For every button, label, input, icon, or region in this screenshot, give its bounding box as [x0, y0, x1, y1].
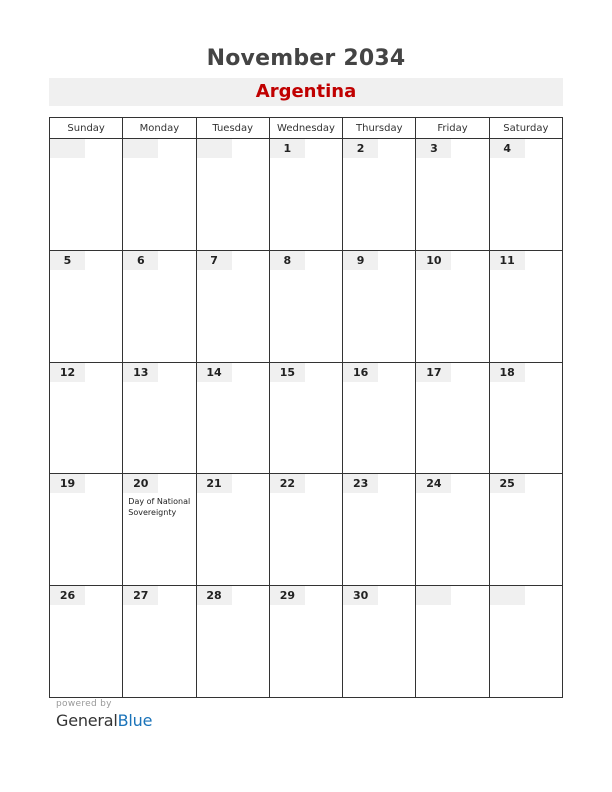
day-cell-2	[343, 139, 416, 251]
day-number: 26	[50, 586, 85, 605]
day-cell-5	[50, 250, 123, 362]
day-cell-23	[343, 474, 416, 586]
day-number: 4	[490, 139, 525, 158]
day-cell-3	[416, 139, 489, 251]
day-number: 13	[123, 363, 158, 382]
day-number: 28	[197, 586, 232, 605]
day-cell-11	[489, 250, 562, 362]
day-cell-27	[123, 586, 196, 698]
day-number: 24	[416, 474, 451, 493]
day-number: 10	[416, 251, 451, 270]
day-number: 11	[490, 251, 525, 270]
day-cell-15	[269, 362, 342, 474]
weekday-header: Tuesday	[196, 118, 269, 139]
day-cell-8	[269, 250, 342, 362]
day-cell-29	[269, 586, 342, 698]
day-number: 21	[197, 474, 232, 493]
day-cell-24	[416, 474, 489, 586]
day-number: 25	[490, 474, 525, 493]
powered-by-label: powered by	[56, 699, 112, 709]
week-row	[50, 586, 563, 698]
country-banner	[49, 78, 563, 106]
day-number: 23	[343, 474, 378, 493]
day-number: 5	[50, 251, 85, 270]
day-cell-1	[269, 139, 342, 251]
calendar-body	[50, 139, 563, 698]
brand-general-text: General	[56, 711, 118, 730]
day-number: 2	[343, 139, 378, 158]
day-cell-21	[196, 474, 269, 586]
empty-day-number	[416, 586, 451, 605]
brand-blue-text: Blue	[117, 711, 153, 730]
day-cell-9	[343, 250, 416, 362]
day-number: 30	[343, 586, 378, 605]
day-number: 7	[197, 251, 232, 270]
day-cell-4	[489, 139, 562, 251]
day-number: 3	[416, 139, 451, 158]
empty-day-cell	[50, 139, 123, 251]
weekday-header-row	[50, 118, 563, 139]
day-number: 1	[270, 139, 305, 158]
day-number: 15	[270, 363, 305, 382]
day-cell-16	[343, 362, 416, 474]
day-cell-17	[416, 362, 489, 474]
month-calendar	[49, 117, 563, 698]
empty-day-number	[197, 139, 232, 158]
day-number: 18	[490, 363, 525, 382]
empty-day-number	[490, 586, 525, 605]
day-number: 27	[123, 586, 158, 605]
day-number: 17	[416, 363, 451, 382]
day-cell-20	[123, 474, 196, 586]
weekday-header: Thursday	[343, 118, 416, 139]
week-row	[50, 362, 563, 474]
day-cell-14	[196, 362, 269, 474]
week-row	[50, 474, 563, 586]
weekday-header: Monday	[123, 118, 196, 139]
day-number: 20	[123, 474, 158, 493]
weekday-header: Wednesday	[269, 118, 342, 139]
day-number: 6	[123, 251, 158, 270]
footer-branding	[56, 699, 152, 730]
day-number: 16	[343, 363, 378, 382]
empty-day-cell	[489, 586, 562, 698]
day-number: 12	[50, 363, 85, 382]
day-cell-6	[123, 250, 196, 362]
country-name: Argentina	[255, 81, 357, 102]
day-cell-28	[196, 586, 269, 698]
weekday-header: Friday	[416, 118, 489, 139]
week-row	[50, 139, 563, 251]
week-row	[50, 250, 563, 362]
day-number: 9	[343, 251, 378, 270]
day-cell-22	[269, 474, 342, 586]
empty-day-cell	[196, 139, 269, 251]
weekday-header: Sunday	[50, 118, 123, 139]
generalblue-logo	[56, 712, 152, 730]
day-number: 14	[197, 363, 232, 382]
day-number: 19	[50, 474, 85, 493]
empty-day-number	[123, 139, 158, 158]
holiday-label: Day of National Sovereignty	[128, 497, 191, 518]
day-cell-19	[50, 474, 123, 586]
day-cell-30	[343, 586, 416, 698]
day-cell-13	[123, 362, 196, 474]
day-cell-10	[416, 250, 489, 362]
day-cell-26	[50, 586, 123, 698]
day-number: 22	[270, 474, 305, 493]
empty-day-cell	[416, 586, 489, 698]
calendar-title: November 2034	[206, 46, 406, 71]
weekday-header: Saturday	[489, 118, 562, 139]
day-cell-18	[489, 362, 562, 474]
day-cell-25	[489, 474, 562, 586]
day-number: 29	[270, 586, 305, 605]
empty-day-number	[50, 139, 85, 158]
day-cell-7	[196, 250, 269, 362]
day-cell-12	[50, 362, 123, 474]
day-number: 8	[270, 251, 305, 270]
empty-day-cell	[123, 139, 196, 251]
